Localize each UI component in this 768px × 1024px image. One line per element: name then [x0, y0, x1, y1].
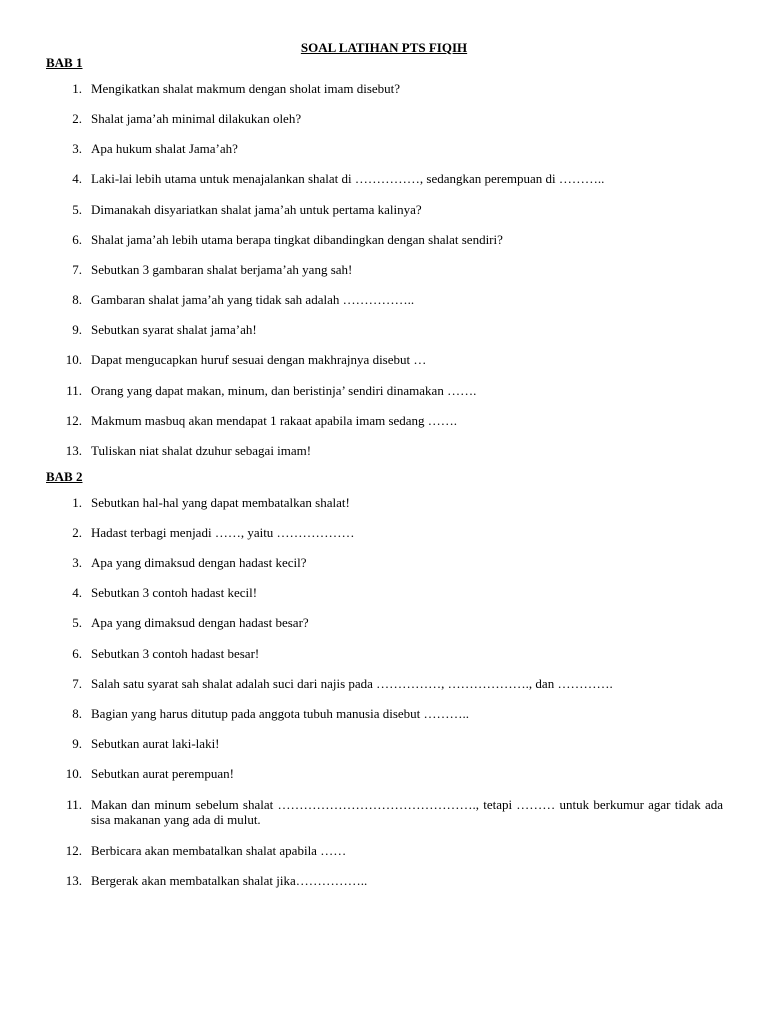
question-text: Gambaran shalat jama’ah yang tidak sah adalah …………….. — [91, 292, 415, 307]
question-text: Apa yang dimaksud dengan hadast kecil? — [91, 555, 307, 570]
question-number: 7. — [72, 676, 82, 691]
question-number: 5. — [72, 615, 82, 630]
question-number: 13. — [65, 443, 82, 458]
question-text: Makan dan minum sebelum shalat ………………………………………., tetapi ……… untuk berkumur agar tidak ada sisa makanan yang ada di mulut. — [91, 797, 723, 827]
question-number: 11. — [66, 797, 82, 812]
question-text: Sebutkan 3 gambaran shalat berjama’ah yang sah! — [91, 262, 353, 277]
question-text: Bagian yang harus ditutup pada anggota tubuh manusia disebut ……….. — [91, 706, 470, 721]
question-number: 7. — [72, 262, 82, 277]
question-text: Sebutkan syarat shalat jama’ah! — [91, 322, 257, 337]
question-text: Sebutkan 3 contoh hadast kecil! — [91, 585, 258, 600]
question-number: 3. — [72, 141, 82, 156]
question-number: 6. — [72, 232, 82, 247]
question-text: Sebutkan aurat perempuan! — [91, 766, 234, 781]
question-number: 1. — [72, 81, 82, 96]
question-text: Sebutkan aurat laki-laki! — [91, 736, 220, 751]
question-text: Makmum masbuq akan mendapat 1 rakaat apabila imam sedang ……. — [91, 413, 458, 428]
question-number: 13. — [65, 873, 82, 888]
question-text: Apa hukum shalat Jama’ah? — [91, 141, 238, 156]
question-number: 12. — [65, 843, 82, 858]
question-number: 1. — [72, 495, 82, 510]
question-number: 4. — [72, 585, 82, 600]
question-number: 8. — [72, 292, 82, 307]
question-number: 10. — [65, 352, 82, 367]
question-number: 3. — [72, 555, 82, 570]
section-heading-bab-1: BAB 1 — [46, 55, 83, 70]
question-text: Laki-lai lebih utama untuk menajalankan shalat di ……………, sedangkan perempuan di ……….. — [91, 171, 605, 186]
question-number: 10. — [65, 766, 82, 781]
question-text: Sebutkan hal-hal yang dapat membatalkan shalat! — [91, 495, 350, 510]
question-number: 9. — [72, 322, 82, 337]
question-number: 9. — [72, 736, 82, 751]
question-text: Salah satu syarat sah shalat adalah suci dari najis pada ……………, ………………., dan …………. — [91, 676, 613, 691]
question-number: 5. — [72, 202, 82, 217]
question-number: 11. — [66, 383, 82, 398]
question-text: Dimanakah disyariatkan shalat jama’ah untuk pertama kalinya? — [91, 202, 422, 217]
question-number: 8. — [72, 706, 82, 721]
question-text: Berbicara akan membatalkan shalat apabila …… — [91, 843, 347, 858]
question-number: 6. — [72, 646, 82, 661]
question-number: 2. — [72, 525, 82, 540]
question-text: Hadast terbagi menjadi ……, yaitu ……………… — [91, 525, 355, 540]
page-title: SOAL LATIHAN PTS FIQIH — [300, 40, 468, 55]
question-text: Bergerak akan membatalkan shalat jika…………….. — [91, 873, 368, 888]
question-number: 12. — [65, 413, 82, 428]
question-text: Sebutkan 3 contoh hadast besar! — [91, 646, 260, 661]
question-text: Tuliskan niat shalat dzuhur sebagai imam! — [91, 443, 312, 458]
question-text: Shalat jama’ah lebih utama berapa tingkat dibandingkan dengan shalat sendiri? — [91, 232, 503, 247]
question-text: Dapat mengucapkan huruf sesuai dengan makhrajnya disebut … — [91, 352, 427, 367]
question-text: Shalat jama’ah minimal dilakukan oleh? — [91, 111, 302, 126]
question-number: 4. — [72, 171, 82, 186]
question-text: Apa yang dimaksud dengan hadast besar? — [91, 615, 309, 630]
question-text: Mengikatkan shalat makmum dengan sholat imam disebut? — [91, 81, 401, 96]
section-heading-bab-2: BAB 2 — [46, 469, 83, 484]
question-number: 2. — [72, 111, 82, 126]
question-text: Orang yang dapat makan, minum, dan beristinja’ sendiri dinamakan ……. — [91, 383, 477, 398]
